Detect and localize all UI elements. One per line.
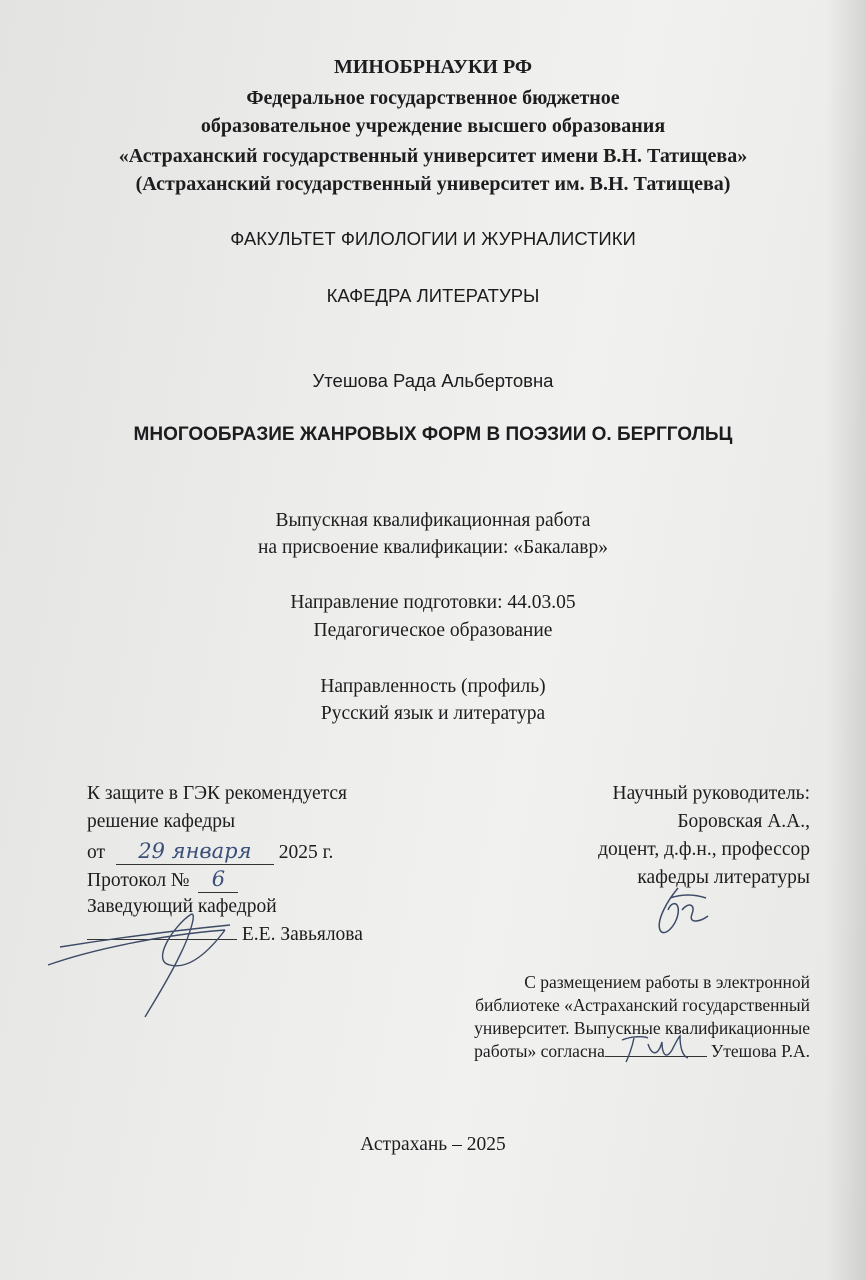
consent-line-1: С размещением работы в электронной [524, 972, 810, 992]
protocol-line [87, 867, 238, 893]
thesis-title: МНОГООБРАЗИЕ ЖАНРОВЫХ ФОРМ В ПОЭЗИИ О. БЕРГГОЛЬЦ [133, 424, 733, 445]
consent-line-3: университет. Выпускные квалификационные [474, 1018, 810, 1038]
profile-name: Русский язык и литература [320, 703, 546, 724]
date-suffix: 2025 г. [278, 842, 334, 863]
head-name: Е.Е. Завьялова [241, 924, 363, 945]
handwritten-protocol-number: 6 [211, 867, 226, 891]
profile-label: Направленность (профиль) [320, 676, 546, 697]
date-field [116, 839, 274, 865]
header-line-4: (Астраханский государственный университет им. В.Н. Татищева) [135, 173, 731, 195]
direction-name: Педагогическое образование [313, 620, 553, 641]
header-line-3: «Астраханский государственный университет имени В.Н. Татищева» [118, 145, 748, 167]
department-name: КАФЕДРА ЛИТЕРАТУРЫ [326, 285, 540, 306]
defense-recommendation: К защите в ГЭК рекомендуется [87, 783, 348, 804]
consent-line-2: библиотеке «Астраханский государственный [475, 995, 810, 1015]
protocol-field [198, 867, 238, 893]
protocol-prefix: Протокол № [87, 870, 190, 891]
supervisor-department: кафедры литературы [637, 867, 810, 888]
header-line-2: образовательное учреждение высшего образования [200, 115, 666, 137]
header-line-1: Федеральное государственное бюджетное [246, 87, 620, 109]
consent-agree-text: работы» согласна [474, 1041, 605, 1061]
city-year: Астрахань – 2025 [360, 1134, 506, 1155]
date-prefix: от [87, 842, 106, 863]
supervisor-label: Научный руководитель: [612, 783, 810, 804]
supervisor-name: Боровская А.А., [677, 811, 810, 832]
faculty-name: ФАКУЛЬТЕТ ФИЛОЛОГИИ И ЖУРНАЛИСТИКИ [230, 228, 636, 249]
handwritten-date: 29 января [138, 839, 252, 863]
work-type: Выпускная квалификационная работа [275, 510, 591, 531]
head-signature-icon [40, 895, 240, 1025]
supervisor-signature-icon [648, 880, 718, 940]
head-of-department-label: Заведующий кафедрой [87, 896, 277, 917]
author-signature-icon [618, 1030, 698, 1066]
department-decision: решение кафедры [87, 811, 236, 832]
direction-label: Направление подготовки: 44.03.05 [290, 592, 576, 613]
work-qualification: на присвоение квалификации: «Бакалавр» [258, 537, 608, 558]
consent-author-name: Утешова Р.А. [710, 1041, 810, 1061]
supervisor-position: доцент, д.ф.н., профессор [598, 839, 810, 860]
ministry-heading: МИНОБРНАУКИ РФ [333, 56, 533, 78]
decision-date-line [87, 839, 333, 865]
author-name: Утешова Рада Альбертовна [312, 370, 554, 391]
